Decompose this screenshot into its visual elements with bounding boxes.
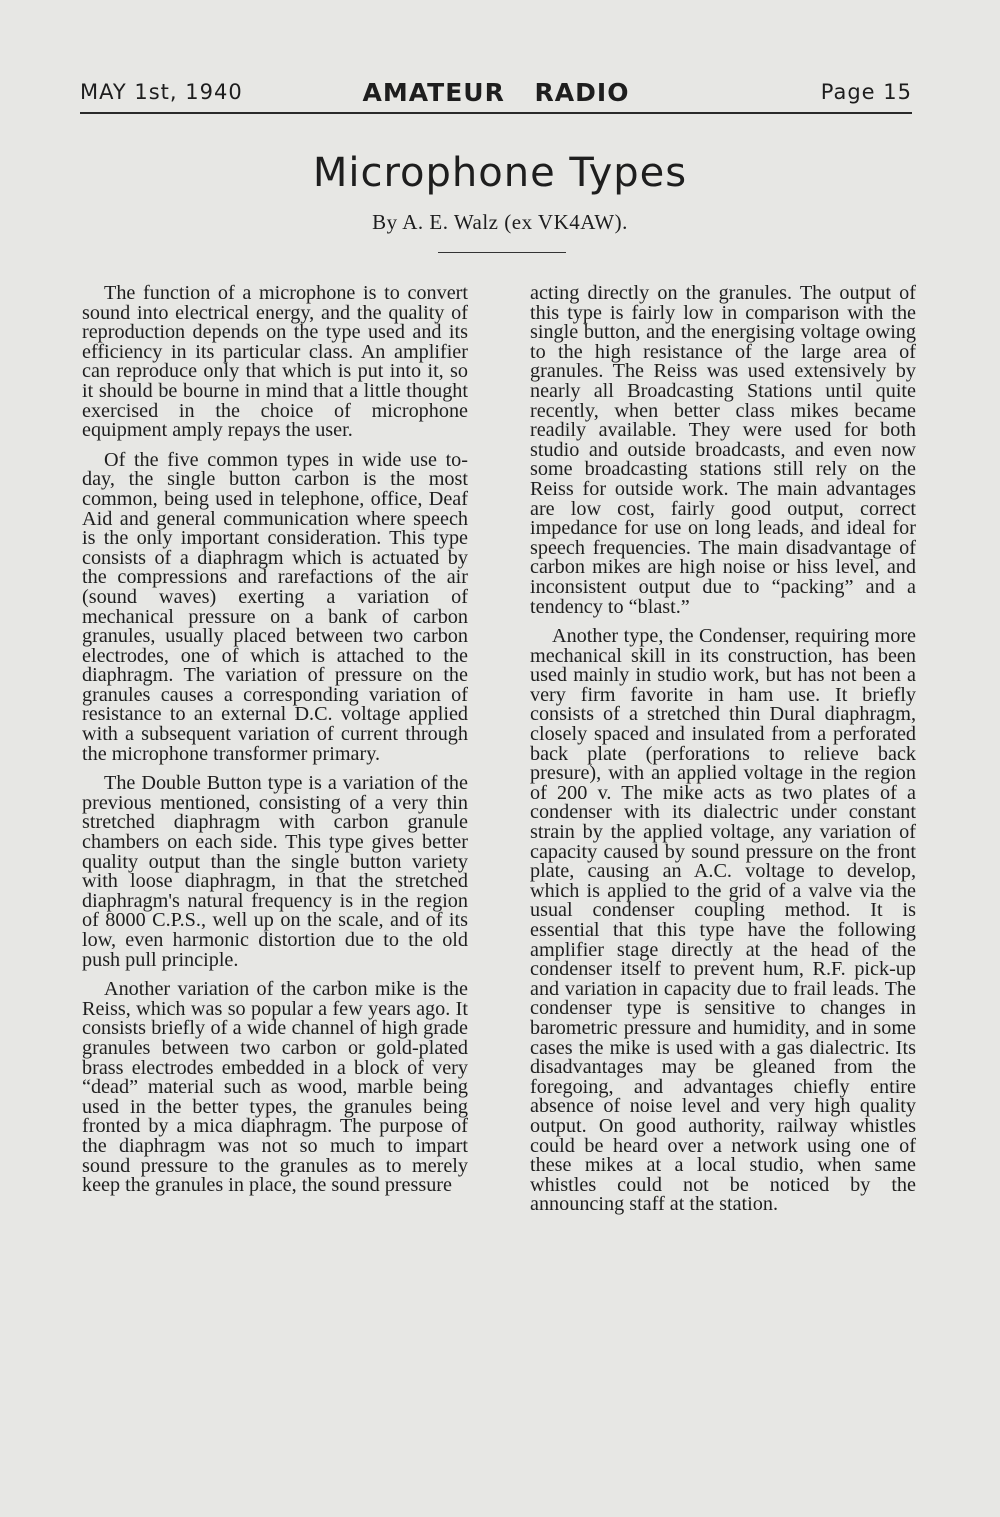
left-column xyxy=(82,284,468,1196)
paragraph: acting directly on the granules. The output of this type is fairly low in comparison with the single button, and the energising voltage owing to the high resistance of the large area of granules. The Reiss was used extensively by nearly all Broadcasting Stations until quite recently, when better class mikes became readily available. They were used for both studio and outside broadcasts, and even now some broadcasting stations still rely on the Reiss for outside work. The main advantages are low cost, fairly good output, correct impedance for use on long leads, and ideal for speech frequencies. The main disadvantage of carbon mikes are high noise or hiss level, and inconsistent output due to “packing” and a tendency to “blast.” xyxy=(530,282,916,618)
publication-name: AMATEUR RADIO xyxy=(362,78,630,107)
paragraph: Another type, the Condenser, requiring more mechanical skill in its construction, has been used mainly in studio work, but has not been a very firm favorite in ham use. It briefly consists of a stretched thin Dural diaphragm, closely spaced and insulated from a perforated back plate (perforations to relieve back presure), with an applied voltage in the region of 200 v. The mike acts as two plates of a condenser with its dialectric under constant strain by the applied voltage, any variation of capacity caused by sound pressure on the front plate, causing an A.C. voltage to develop, which is applied to the grid of a valve via the usual condenser coupling method. It is essential that this type have the following amplifier stage directly at the head of the condenser itself to prevent hum, R.F. pick-up and variation in capacity due to frail leads. The condenser type is sensitive to changes in barometric pressure and humidity, and in some cases the mike is used with a gas dialectric. Its disadvantages may be gleaned from the foregoing, and advantages chiefly entire absence of noise level and very high quality output. On good authority, railway whistles could be heard over a network using one of these mikes at a local studio, when same whistles could not be noticed by the announcing staff at the station. xyxy=(530,625,916,1216)
title-divider xyxy=(438,252,566,253)
article-title: Microphone Types xyxy=(312,150,688,196)
page-header xyxy=(80,78,912,114)
paragraph: The function of a microphone is to convert sound into electrical energy, and the quality of reproduction depends on the type used and its efficiency in its particular class. An amplifier can reproduce only that which is put into it, so it should be bourne in mind that a little thought exercised in the choice of microphone equipment amply repays the user. xyxy=(82,282,468,442)
paragraph: The Double Button type is a variation of the previous mentioned, consisting of a very thin stretched diaphragm with carbon granule chambers on each side. This type gives better quality output than the single button variety with loose diaphragm, in that the stretched diaphragm's natural frequency is in the region of 8000 C.P.S., well up on the scale, and of its low, even harmonic distortion due to the old push pull principle. xyxy=(82,772,468,971)
issue-date: MAY 1st, 1940 xyxy=(80,80,243,104)
page-number: Page 15 xyxy=(820,80,912,104)
paragraph: Another variation of the carbon mike is the Reiss, which was so popular a few years ago. It consists briefly of a wide channel of high grade granules between two carbon or gold-plated brass electrodes embedded in a block of very “dead” material such as wood, marble being used in the better types, the granules being fronted by a mica diaphragm. The purpose of the diaphragm was not so much to impart sound pressure to the granules as to merely keep the granules in place, the sound pressure xyxy=(82,978,468,1197)
article-byline: By A. E. Walz (ex VK4AW). xyxy=(372,210,628,234)
paragraph: Of the five common types in wide use to-day, the single button carbon is the most common, being used in telephone, office, Deaf Aid and general communication where speech is the only important consideration. This type consists of a diaphragm which is actuated by the compressions and rarefactions of the air (sound waves) exerting a variation of mechanical pressure on a bank of carbon granules, usually placed between two carbon electrodes, one of which is attached to the diaphragm. The variation of pressure on the granules causes a corresponding variation of resistance to an external D.C. voltage applied with a subsequent variation of current through the microphone transformer primary. xyxy=(82,448,468,765)
right-column xyxy=(530,284,916,1215)
